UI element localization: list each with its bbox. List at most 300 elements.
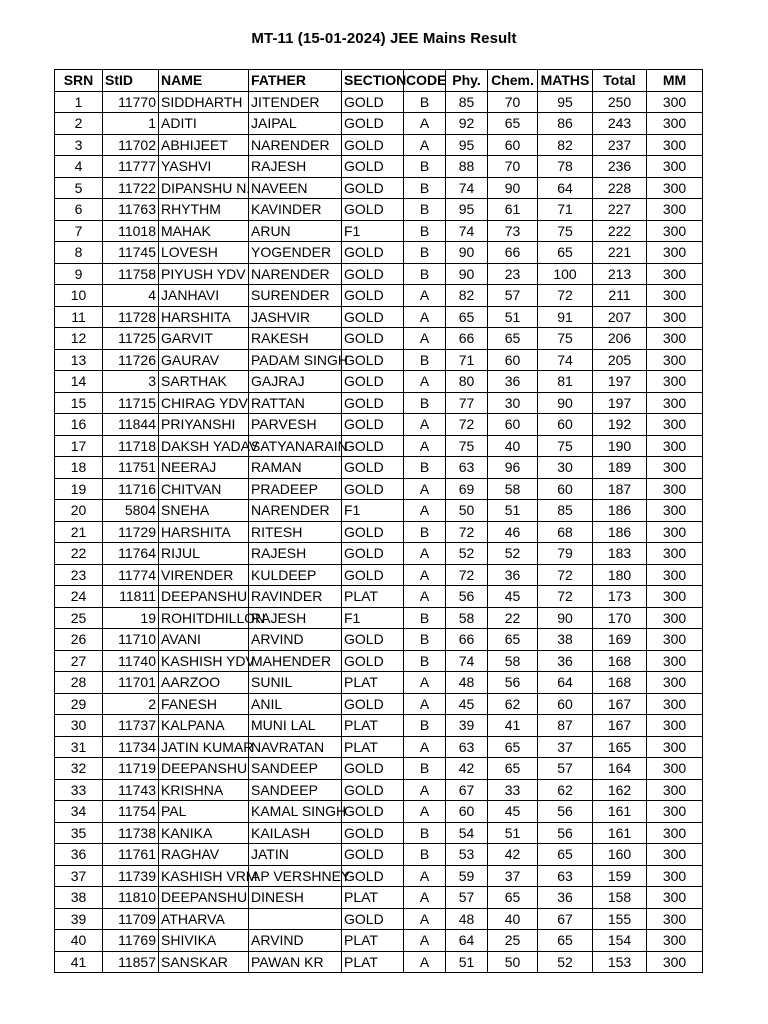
- cell-code: A: [404, 371, 446, 393]
- cell-father: ARVIND: [249, 629, 342, 651]
- cell-srn: 20: [55, 500, 103, 522]
- cell-code: B: [404, 177, 446, 199]
- cell-code: B: [404, 629, 446, 651]
- cell-mm: 300: [647, 500, 703, 522]
- cell-code: A: [404, 435, 446, 457]
- column-header-name: NAME: [159, 70, 249, 92]
- cell-code: A: [404, 564, 446, 586]
- cell-father: [249, 908, 342, 930]
- cell-section: GOLD: [342, 349, 404, 371]
- cell-father: KAILASH: [249, 822, 342, 844]
- cell-code: B: [404, 844, 446, 866]
- cell-father: PAWAN KR: [249, 951, 342, 973]
- cell-name: ADITI: [159, 113, 249, 135]
- cell-name: PAL: [159, 801, 249, 823]
- page-title: MT-11 (15-01-2024) JEE Mains Result: [251, 30, 517, 47]
- cell-mm: 300: [647, 328, 703, 350]
- cell-chem: 60: [488, 134, 538, 156]
- cell-section: GOLD: [342, 521, 404, 543]
- cell-maths: 100: [538, 263, 593, 285]
- cell-section: GOLD: [342, 306, 404, 328]
- cell-mm: 300: [647, 693, 703, 715]
- cell-code: B: [404, 822, 446, 844]
- column-header-srn: SRN: [55, 70, 103, 92]
- cell-name: PRIYANSHI: [159, 414, 249, 436]
- cell-phy: 66: [446, 629, 488, 651]
- cell-code: B: [404, 220, 446, 242]
- cell-total: 250: [593, 91, 647, 113]
- cell-stid: 11719: [103, 758, 159, 780]
- cell-maths: 65: [538, 242, 593, 264]
- cell-mm: 300: [647, 349, 703, 371]
- table-row: [55, 457, 703, 479]
- cell-chem: 40: [488, 435, 538, 457]
- cell-name: RAGHAV: [159, 844, 249, 866]
- cell-phy: 45: [446, 693, 488, 715]
- cell-section: PLAT: [342, 715, 404, 737]
- cell-phy: 51: [446, 951, 488, 973]
- table-row: [55, 177, 703, 199]
- cell-code: A: [404, 865, 446, 887]
- cell-code: A: [404, 500, 446, 522]
- cell-phy: 74: [446, 220, 488, 242]
- table-row: [55, 908, 703, 930]
- cell-maths: 85: [538, 500, 593, 522]
- cell-total: 221: [593, 242, 647, 264]
- table-row: [55, 435, 703, 457]
- cell-father: AP VERSHNEY: [249, 865, 342, 887]
- cell-code: B: [404, 607, 446, 629]
- cell-srn: 18: [55, 457, 103, 479]
- cell-stid: 11726: [103, 349, 159, 371]
- table-row: [55, 543, 703, 565]
- cell-name: GAURAV: [159, 349, 249, 371]
- cell-srn: 29: [55, 693, 103, 715]
- cell-name: JATIN KUMAR: [159, 736, 249, 758]
- cell-father: SANDEEP: [249, 758, 342, 780]
- cell-stid: 11769: [103, 930, 159, 952]
- cell-name: KALPANA: [159, 715, 249, 737]
- cell-mm: 300: [647, 672, 703, 694]
- cell-code: B: [404, 242, 446, 264]
- cell-code: B: [404, 263, 446, 285]
- cell-code: B: [404, 349, 446, 371]
- cell-phy: 39: [446, 715, 488, 737]
- cell-section: PLAT: [342, 930, 404, 952]
- cell-phy: 59: [446, 865, 488, 887]
- table-row: [55, 930, 703, 952]
- cell-srn: 14: [55, 371, 103, 393]
- cell-srn: 2: [55, 113, 103, 135]
- cell-code: B: [404, 715, 446, 737]
- cell-chem: 70: [488, 156, 538, 178]
- table-row: [55, 607, 703, 629]
- cell-name: ABHIJEET: [159, 134, 249, 156]
- cell-mm: 300: [647, 306, 703, 328]
- cell-phy: 52: [446, 543, 488, 565]
- cell-section: GOLD: [342, 650, 404, 672]
- cell-chem: 65: [488, 328, 538, 350]
- cell-total: 173: [593, 586, 647, 608]
- table-body: [55, 91, 703, 973]
- cell-mm: 300: [647, 263, 703, 285]
- cell-phy: 92: [446, 113, 488, 135]
- table-row: [55, 156, 703, 178]
- cell-total: 205: [593, 349, 647, 371]
- cell-section: F1: [342, 500, 404, 522]
- cell-mm: 300: [647, 607, 703, 629]
- cell-srn: 6: [55, 199, 103, 221]
- cell-total: 167: [593, 715, 647, 737]
- cell-mm: 300: [647, 199, 703, 221]
- cell-mm: 300: [647, 779, 703, 801]
- cell-code: B: [404, 156, 446, 178]
- cell-phy: 74: [446, 650, 488, 672]
- cell-maths: 95: [538, 91, 593, 113]
- cell-srn: 16: [55, 414, 103, 436]
- cell-father: RAJESH: [249, 543, 342, 565]
- cell-stid: 11763: [103, 199, 159, 221]
- cell-stid: 5804: [103, 500, 159, 522]
- cell-name: DEEPANSHU: [159, 887, 249, 909]
- cell-code: A: [404, 693, 446, 715]
- cell-stid: 11777: [103, 156, 159, 178]
- cell-maths: 86: [538, 113, 593, 135]
- table-row: [55, 500, 703, 522]
- cell-total: 180: [593, 564, 647, 586]
- table-row: [55, 521, 703, 543]
- cell-maths: 64: [538, 672, 593, 694]
- cell-section: GOLD: [342, 478, 404, 500]
- cell-chem: 60: [488, 414, 538, 436]
- cell-total: 197: [593, 371, 647, 393]
- table-row: [55, 414, 703, 436]
- cell-section: GOLD: [342, 242, 404, 264]
- cell-section: GOLD: [342, 285, 404, 307]
- cell-code: B: [404, 758, 446, 780]
- cell-code: B: [404, 199, 446, 221]
- cell-father: RAMAN: [249, 457, 342, 479]
- cell-maths: 90: [538, 392, 593, 414]
- cell-maths: 60: [538, 414, 593, 436]
- cell-stid: 11710: [103, 629, 159, 651]
- cell-phy: 95: [446, 134, 488, 156]
- cell-mm: 300: [647, 908, 703, 930]
- cell-phy: 56: [446, 586, 488, 608]
- cell-srn: 39: [55, 908, 103, 930]
- cell-chem: 65: [488, 736, 538, 758]
- cell-father: GAJRAJ: [249, 371, 342, 393]
- cell-mm: 300: [647, 371, 703, 393]
- cell-phy: 63: [446, 736, 488, 758]
- cell-code: A: [404, 328, 446, 350]
- column-header-phy: Phy.: [446, 70, 488, 92]
- cell-section: GOLD: [342, 435, 404, 457]
- cell-phy: 57: [446, 887, 488, 909]
- cell-chem: 57: [488, 285, 538, 307]
- table-row: [55, 478, 703, 500]
- cell-phy: 75: [446, 435, 488, 457]
- cell-father: RAJESH: [249, 156, 342, 178]
- cell-phy: 48: [446, 908, 488, 930]
- table-row: [55, 242, 703, 264]
- cell-stid: 11734: [103, 736, 159, 758]
- cell-section: PLAT: [342, 586, 404, 608]
- cell-srn: 3: [55, 134, 103, 156]
- cell-mm: 300: [647, 521, 703, 543]
- cell-mm: 300: [647, 951, 703, 973]
- cell-stid: 11018: [103, 220, 159, 242]
- cell-chem: 42: [488, 844, 538, 866]
- cell-chem: 51: [488, 822, 538, 844]
- cell-father: PADAM SINGH: [249, 349, 342, 371]
- cell-code: B: [404, 392, 446, 414]
- cell-srn: 4: [55, 156, 103, 178]
- cell-stid: 11701: [103, 672, 159, 694]
- cell-chem: 36: [488, 564, 538, 586]
- cell-name: GARVIT: [159, 328, 249, 350]
- table-row: [55, 392, 703, 414]
- cell-chem: 51: [488, 306, 538, 328]
- cell-code: A: [404, 543, 446, 565]
- cell-maths: 60: [538, 693, 593, 715]
- cell-phy: 80: [446, 371, 488, 393]
- cell-phy: 54: [446, 822, 488, 844]
- cell-total: 192: [593, 414, 647, 436]
- cell-code: A: [404, 672, 446, 694]
- cell-srn: 30: [55, 715, 103, 737]
- table-row: [55, 736, 703, 758]
- cell-total: 186: [593, 500, 647, 522]
- cell-maths: 60: [538, 478, 593, 500]
- cell-chem: 30: [488, 392, 538, 414]
- cell-father: KAMAL SINGH: [249, 801, 342, 823]
- cell-chem: 65: [488, 758, 538, 780]
- cell-code: B: [404, 457, 446, 479]
- cell-mm: 300: [647, 865, 703, 887]
- cell-srn: 32: [55, 758, 103, 780]
- cell-total: 211: [593, 285, 647, 307]
- cell-total: 236: [593, 156, 647, 178]
- table-row: [55, 822, 703, 844]
- cell-chem: 36: [488, 371, 538, 393]
- cell-mm: 300: [647, 457, 703, 479]
- cell-name: JANHAVI: [159, 285, 249, 307]
- cell-mm: 300: [647, 543, 703, 565]
- table-row: [55, 564, 703, 586]
- table-row: [55, 328, 703, 350]
- cell-srn: 11: [55, 306, 103, 328]
- table-row: [55, 758, 703, 780]
- cell-chem: 22: [488, 607, 538, 629]
- cell-maths: 65: [538, 844, 593, 866]
- cell-chem: 52: [488, 543, 538, 565]
- cell-father: JITENDER: [249, 91, 342, 113]
- header-row: [55, 70, 703, 92]
- cell-total: 160: [593, 844, 647, 866]
- cell-section: GOLD: [342, 693, 404, 715]
- cell-maths: 30: [538, 457, 593, 479]
- cell-maths: 36: [538, 887, 593, 909]
- table-row: [55, 263, 703, 285]
- cell-father: SATYANARAIN: [249, 435, 342, 457]
- cell-name: CHITVAN: [159, 478, 249, 500]
- cell-mm: 300: [647, 736, 703, 758]
- cell-phy: 64: [446, 930, 488, 952]
- cell-total: 197: [593, 392, 647, 414]
- cell-phy: 95: [446, 199, 488, 221]
- cell-section: GOLD: [342, 564, 404, 586]
- cell-name: SARTHAK: [159, 371, 249, 393]
- cell-total: 164: [593, 758, 647, 780]
- cell-maths: 64: [538, 177, 593, 199]
- cell-srn: 31: [55, 736, 103, 758]
- cell-name: DEEPANSHU: [159, 586, 249, 608]
- cell-stid: 11745: [103, 242, 159, 264]
- cell-name: KRISHNA: [159, 779, 249, 801]
- cell-father: RATTAN: [249, 392, 342, 414]
- cell-srn: 27: [55, 650, 103, 672]
- cell-srn: 36: [55, 844, 103, 866]
- result-table: [54, 69, 703, 973]
- cell-father: NAVRATAN: [249, 736, 342, 758]
- cell-srn: 41: [55, 951, 103, 973]
- cell-mm: 300: [647, 177, 703, 199]
- table-row: [55, 951, 703, 973]
- cell-mm: 300: [647, 91, 703, 113]
- cell-name: SANSKAR: [159, 951, 249, 973]
- table-row: [55, 199, 703, 221]
- cell-name: SNEHA: [159, 500, 249, 522]
- cell-phy: 90: [446, 242, 488, 264]
- cell-stid: 2: [103, 693, 159, 715]
- cell-chem: 61: [488, 199, 538, 221]
- cell-maths: 71: [538, 199, 593, 221]
- cell-code: A: [404, 113, 446, 135]
- cell-chem: 40: [488, 908, 538, 930]
- cell-mm: 300: [647, 435, 703, 457]
- cell-stid: 11729: [103, 521, 159, 543]
- cell-father: NAVEEN: [249, 177, 342, 199]
- cell-code: A: [404, 478, 446, 500]
- cell-srn: 17: [55, 435, 103, 457]
- cell-code: A: [404, 586, 446, 608]
- cell-section: GOLD: [342, 392, 404, 414]
- cell-chem: 23: [488, 263, 538, 285]
- cell-chem: 62: [488, 693, 538, 715]
- cell-section: GOLD: [342, 629, 404, 651]
- cell-mm: 300: [647, 220, 703, 242]
- cell-stid: 11810: [103, 887, 159, 909]
- cell-stid: 11702: [103, 134, 159, 156]
- cell-maths: 37: [538, 736, 593, 758]
- cell-maths: 63: [538, 865, 593, 887]
- column-header-stid: StID: [103, 70, 159, 92]
- cell-stid: 11728: [103, 306, 159, 328]
- cell-chem: 45: [488, 801, 538, 823]
- cell-srn: 5: [55, 177, 103, 199]
- cell-chem: 45: [488, 586, 538, 608]
- cell-total: 222: [593, 220, 647, 242]
- cell-section: GOLD: [342, 156, 404, 178]
- cell-chem: 65: [488, 629, 538, 651]
- cell-mm: 300: [647, 414, 703, 436]
- cell-chem: 66: [488, 242, 538, 264]
- cell-stid: 11761: [103, 844, 159, 866]
- cell-phy: 72: [446, 564, 488, 586]
- cell-father: DINESH: [249, 887, 342, 909]
- table-row: [55, 887, 703, 909]
- cell-srn: 22: [55, 543, 103, 565]
- cell-total: 161: [593, 822, 647, 844]
- cell-name: FANESH: [159, 693, 249, 715]
- cell-mm: 300: [647, 586, 703, 608]
- cell-code: A: [404, 887, 446, 909]
- cell-maths: 57: [538, 758, 593, 780]
- table-row: [55, 134, 703, 156]
- cell-section: GOLD: [342, 91, 404, 113]
- cell-total: 153: [593, 951, 647, 973]
- cell-maths: 62: [538, 779, 593, 801]
- cell-section: PLAT: [342, 736, 404, 758]
- cell-mm: 300: [647, 564, 703, 586]
- cell-father: KAVINDER: [249, 199, 342, 221]
- cell-chem: 96: [488, 457, 538, 479]
- cell-code: B: [404, 91, 446, 113]
- cell-phy: 50: [446, 500, 488, 522]
- cell-chem: 65: [488, 887, 538, 909]
- cell-phy: 71: [446, 349, 488, 371]
- cell-chem: 51: [488, 500, 538, 522]
- cell-chem: 25: [488, 930, 538, 952]
- cell-total: 183: [593, 543, 647, 565]
- cell-name: ATHARVA: [159, 908, 249, 930]
- table-row: [55, 371, 703, 393]
- cell-name: DEEPANSHU: [159, 758, 249, 780]
- cell-stid: 11811: [103, 586, 159, 608]
- cell-name: SIDDHARTH: [159, 91, 249, 113]
- cell-maths: 78: [538, 156, 593, 178]
- cell-father: RAKESH: [249, 328, 342, 350]
- cell-name: AVANI: [159, 629, 249, 651]
- cell-phy: 67: [446, 779, 488, 801]
- cell-name: PIYUSH YDV: [159, 263, 249, 285]
- cell-father: PRADEEP: [249, 478, 342, 500]
- cell-maths: 68: [538, 521, 593, 543]
- table-row: [55, 650, 703, 672]
- cell-phy: 88: [446, 156, 488, 178]
- cell-section: GOLD: [342, 414, 404, 436]
- cell-chem: 37: [488, 865, 538, 887]
- cell-maths: 90: [538, 607, 593, 629]
- cell-maths: 75: [538, 328, 593, 350]
- cell-mm: 300: [647, 715, 703, 737]
- table-row: [55, 844, 703, 866]
- cell-srn: 40: [55, 930, 103, 952]
- column-header-mm: MM: [647, 70, 703, 92]
- cell-code: A: [404, 951, 446, 973]
- cell-section: GOLD: [342, 908, 404, 930]
- cell-srn: 34: [55, 801, 103, 823]
- cell-srn: 33: [55, 779, 103, 801]
- column-header-father: FATHER: [249, 70, 342, 92]
- table-row: [55, 220, 703, 242]
- table-row: [55, 586, 703, 608]
- cell-phy: 69: [446, 478, 488, 500]
- cell-name: KASHISH YDV: [159, 650, 249, 672]
- cell-maths: 72: [538, 586, 593, 608]
- column-header-code: CODE: [404, 70, 446, 92]
